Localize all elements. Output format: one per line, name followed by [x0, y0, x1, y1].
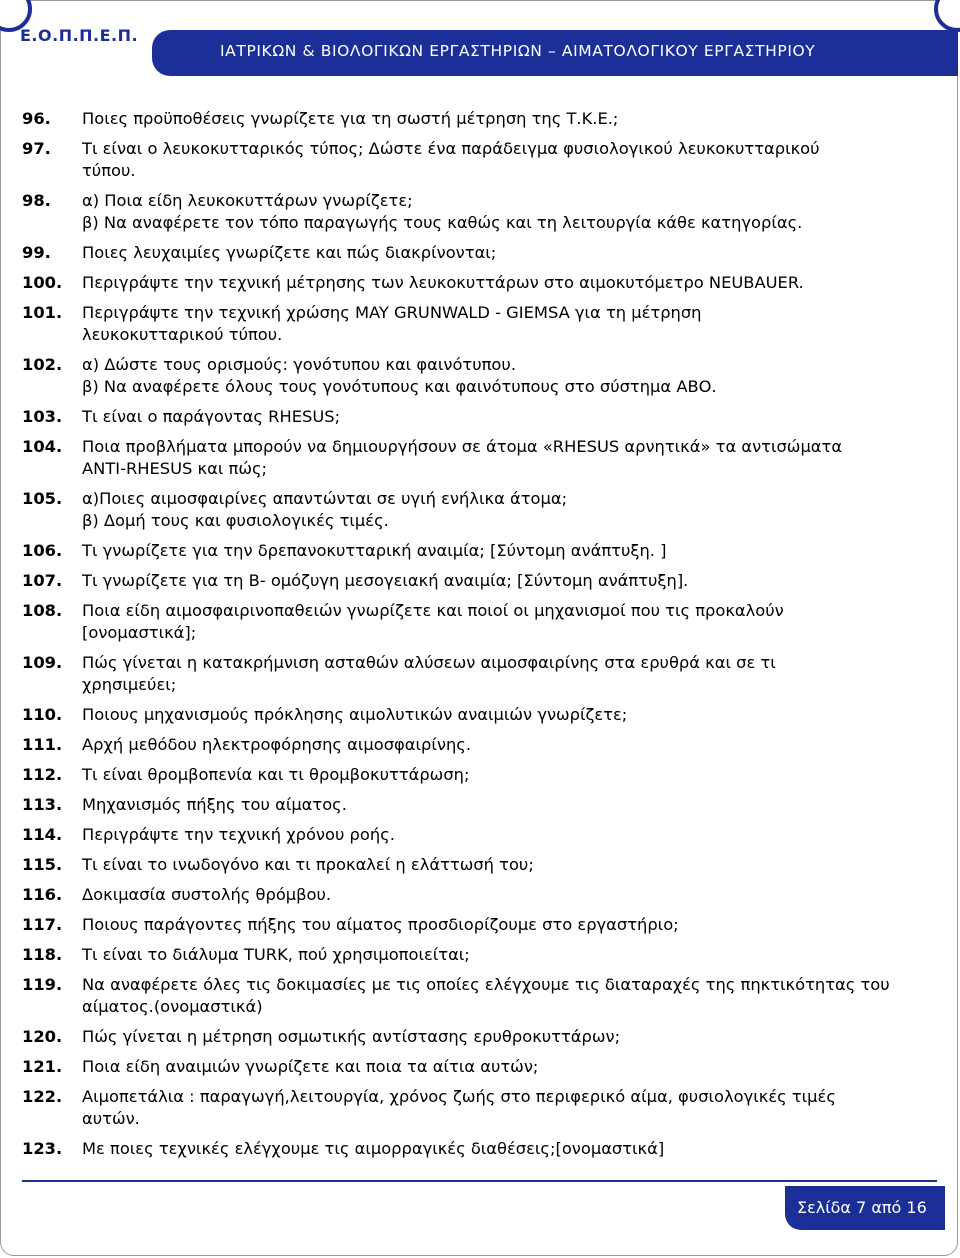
question-text: Τι είναι ο λευκοκυτταρικός τύπος; Δώστε ένα παράδειγμα φυσιολογικού λευκοκυτταρικού [82, 139, 820, 158]
question-number: 105. [22, 489, 63, 508]
header-banner [152, 30, 958, 76]
question-number: 123. [22, 1139, 63, 1158]
question-number: 114. [22, 825, 63, 844]
question-list [22, 108, 937, 1168]
question-item [22, 704, 937, 726]
question-item [22, 824, 937, 846]
question-text: τύπου. [82, 161, 136, 180]
question-text: Τι είναι το ινωδογόνο και τι προκαλεί η ελάττωσή του; [82, 855, 534, 874]
page-footer [785, 1186, 945, 1230]
question-text: ANTI-RHESUS και πώς; [82, 459, 268, 478]
question-text: αίματος.(ονομαστικά) [82, 997, 263, 1016]
question-number: 96. [22, 109, 51, 128]
question-number: 113. [22, 795, 63, 814]
question-text: Ποια είδη αιμοσφαιρινοπαθειών γνωρίζετε και ποιοί οι μηχανισμοί που τις προκαλούν [82, 601, 784, 620]
question-number: 119. [22, 975, 63, 994]
question-text: Πώς γίνεται η κατακρήμνιση ασταθών αλύσεων αιμοσφαιρίνης στα ερυθρά και σε τι [82, 653, 776, 672]
corner-circle-right [934, 0, 960, 32]
question-item [22, 1138, 937, 1160]
question-text: Ποιους παράγοντες πήξης του αίματος προσδιορίζουμε στο εργαστήριο; [82, 915, 679, 934]
question-number: 117. [22, 915, 63, 934]
question-text: Ποιους μηχανισμούς πρόκλησης αιμολυτικών αναιμιών γνωρίζετε; [82, 705, 628, 724]
question-item [22, 108, 937, 130]
question-item [22, 884, 937, 906]
question-item [22, 190, 937, 234]
question-text: Τι είναι ο παράγοντας RHESUS; [82, 407, 341, 426]
question-text: Αιμοπετάλια : παραγωγή,λειτουργία, χρόνος ζωής στο περιφερικό αίμα, φυσιολογικές τιμές [82, 1087, 836, 1106]
question-item [22, 944, 937, 966]
question-text: Περιγράψτε την τεχνική χρώσης MAY GRUNWALD - GIEMSA για τη μέτρηση [82, 303, 702, 322]
question-text: Τι είναι θρομβοπενία και τι θρομβοκυττάρωση; [82, 765, 470, 784]
question-text: Περιγράψτε την τεχνική χρόνου ροής. [82, 825, 395, 844]
question-item [22, 242, 937, 264]
question-number: 102. [22, 355, 63, 374]
page-number: Σελίδα 7 από 16 [797, 1198, 927, 1217]
question-number: 107. [22, 571, 63, 590]
question-item [22, 1026, 937, 1048]
question-item [22, 302, 937, 346]
question-text: β) Να αναφέρετε όλους τους γονότυπους και φαινότυπους στο σύστημα ΑΒΟ. [82, 377, 717, 396]
question-item [22, 734, 937, 756]
question-number: 120. [22, 1027, 63, 1046]
question-item [22, 488, 937, 532]
question-text: Τι είναι το διάλυμα TURK, πού χρησιμοποιείται; [82, 945, 470, 964]
question-item [22, 600, 937, 644]
question-text: αυτών. [82, 1109, 140, 1128]
question-text: Ποια είδη αναιμιών γνωρίζετε και ποια τα αίτια αυτών; [82, 1057, 539, 1076]
question-item [22, 354, 937, 398]
question-item [22, 272, 937, 294]
question-number: 109. [22, 653, 63, 672]
question-number: 122. [22, 1087, 63, 1106]
question-number: 106. [22, 541, 63, 560]
question-number: 118. [22, 945, 63, 964]
question-item [22, 1056, 937, 1078]
question-text: Δοκιμασία συστολής θρόμβου. [82, 885, 332, 904]
question-number: 112. [22, 765, 63, 784]
question-number: 116. [22, 885, 63, 904]
question-item [22, 540, 937, 562]
question-number: 108. [22, 601, 63, 620]
question-text: α) Ποια είδη λευκοκυττάρων γνωρίζετε; [82, 191, 413, 210]
question-item [22, 570, 937, 592]
question-number: 99. [22, 243, 51, 262]
question-number: 121. [22, 1057, 63, 1076]
question-number: 115. [22, 855, 63, 874]
question-number: 101. [22, 303, 63, 322]
question-number: 111. [22, 735, 63, 754]
question-item [22, 854, 937, 876]
question-text: β) Δομή τους και φυσιολογικές τιμές. [82, 511, 389, 530]
question-item [22, 794, 937, 816]
question-item [22, 652, 937, 696]
footer-rule [22, 1180, 937, 1182]
question-item [22, 406, 937, 428]
question-text: Ποια προβλήματα μπορούν να δημιουργήσουν σε άτομα «RHESUS αρνητικά» τα αντισώματα [82, 437, 843, 456]
question-text: Ποιες λευχαιμίες γνωρίζετε και πώς διακρίνονται; [82, 243, 497, 262]
question-text: Τι γνωρίζετε για την δρεπανοκυτταρική αναιμία; [Σύντομη ανάπτυξη. ] [82, 541, 667, 560]
question-number: 100. [22, 273, 63, 292]
question-text: β) Να αναφέρετε τον τόπο παραγωγής τους καθώς και τη λειτουργία κάθε κατηγορίας. [82, 213, 803, 232]
question-text: Να αναφέρετε όλες τις δοκιμασίες με τις οποίες ελέγχουμε τις διαταραχές της πηκτικότητας του [82, 975, 890, 994]
question-text: χρησιμεύει; [82, 675, 177, 694]
question-item [22, 764, 937, 786]
question-text: α) Δώστε τους ορισμούς: γονότυπου και φαινότυπου. [82, 355, 516, 374]
question-text: Αρχή μεθόδου ηλεκτροφόρησης αιμοσφαιρίνης. [82, 735, 471, 754]
question-item [22, 974, 937, 1018]
question-text: Περιγράψτε την τεχνική μέτρησης των λευκοκυττάρων στο αιμοκυτόμετρο NEUBAUER. [82, 273, 804, 292]
question-text: [ονομαστικά]; [82, 623, 197, 642]
question-number: 97. [22, 139, 51, 158]
question-text: Πώς γίνεται η μέτρηση οσμωτικής αντίστασης ερυθροκυττάρων; [82, 1027, 621, 1046]
question-number: 103. [22, 407, 63, 426]
question-number: 104. [22, 437, 63, 456]
question-item [22, 914, 937, 936]
question-number: 98. [22, 191, 51, 210]
question-number: 110. [22, 705, 63, 724]
question-item [22, 138, 937, 182]
question-text: Με ποιες τεχνικές ελέγχουμε τις αιμορραγικές διαθέσεις;[ονομαστικά] [82, 1139, 665, 1158]
question-text: Μηχανισμός πήξης του αίματος. [82, 795, 347, 814]
brand-label: Ε.Ο.Π.Π.Ε.Π. [20, 26, 139, 45]
page-header [0, 0, 960, 78]
question-text: Τι γνωρίζετε για τη Β- ομόζυγη μεσογειακή αναιμία; [Σύντομη ανάπτυξη]. [82, 571, 689, 590]
question-text: Ποιες προϋποθέσεις γνωρίζετε για τη σωστή μέτρηση της Τ.Κ.Ε.; [82, 109, 619, 128]
question-item [22, 1086, 937, 1130]
question-item [22, 436, 937, 480]
header-title: ΙΑΤΡΙΚΩΝ & ΒΙΟΛΟΓΙΚΩΝ ΕΡΓΑΣΤΗΡΙΩΝ – ΑΙΜΑΤΟΛΟΓΙΚΟΥ ΕΡΓΑΣΤΗΡΙΟΥ [220, 42, 816, 60]
question-text: λευκοκυτταρικού τύπου. [82, 325, 283, 344]
question-text: α)Ποιες αιμοσφαιρίνες απαντώνται σε υγιή ενήλικα άτομα; [82, 489, 568, 508]
